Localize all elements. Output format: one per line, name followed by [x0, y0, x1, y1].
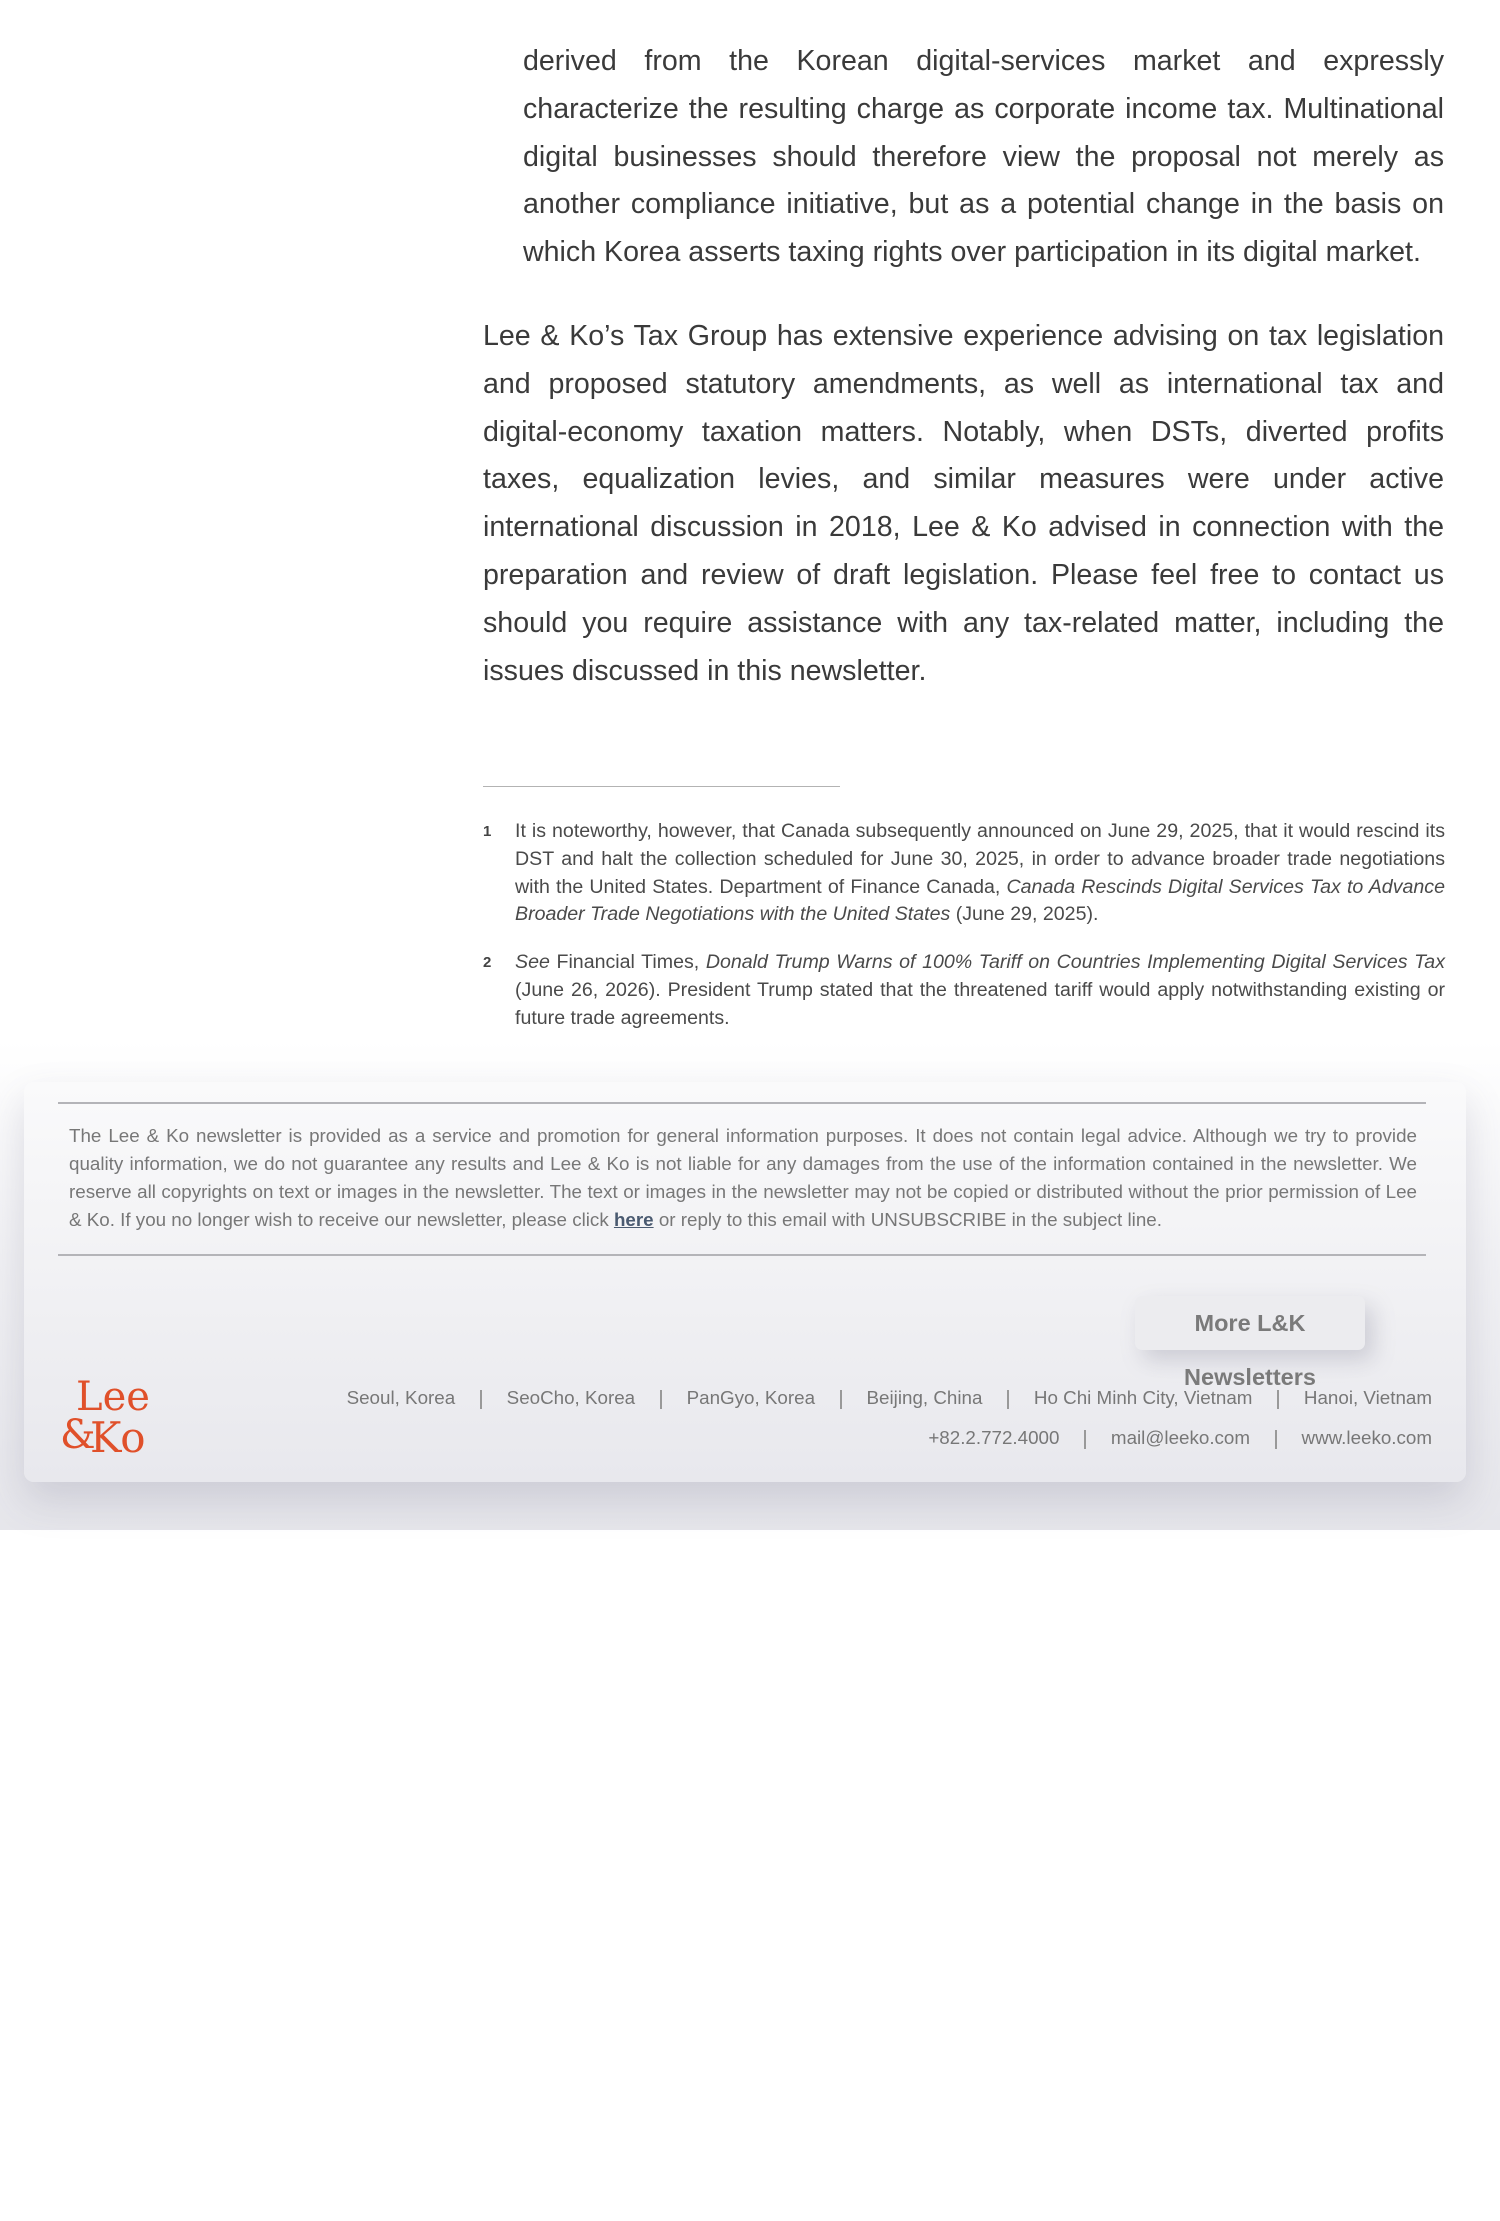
- office-hanoi: Hanoi, Vietnam: [1303, 1387, 1432, 1408]
- footer-bottom-divider: [58, 1254, 1426, 1256]
- unsubscribe-link[interactable]: here: [613, 1209, 654, 1230]
- footnote-title: Donald Trump Warns of 100% Tariff on Countries Implementing Digital Services Tax: [705, 951, 1445, 974]
- footnote-number: 2: [483, 954, 492, 972]
- separator: [1277, 1390, 1279, 1409]
- logo-ko: Ko: [90, 1413, 146, 1462]
- footnote-number: 1: [483, 823, 492, 840]
- separator: [660, 1390, 662, 1409]
- footnote-text: Financial Times,: [549, 951, 706, 974]
- footnotes: [483, 818, 1445, 1033]
- contact-info: [928, 1427, 1432, 1449]
- footnote-date: (June 29, 2025).: [950, 903, 1099, 926]
- disclaimer-after: or reply to this email with UNSUBSCRIBE in the subject line.: [653, 1209, 1162, 1230]
- closing-paragraph: Lee & Ko’s Tax Group has extensive experience advising on tax legislation and proposed statutory amendments, as well as international tax and digital-economy taxation matters. Notably, when DSTs, diverted profits taxes, equalization levies, and similar measures were under active international discussion in 2018, Lee & Ko advised in connection with the preparation and review of draft legislation. Please feel free to contact us should you require assistance with any tax-related matter, including the issues discussed in this newsletter.: [483, 319, 1444, 687]
- footnote-text: It is noteworthy, however, that Canada subsequently announced on June 29, 2025, that it would rescind its DST and halt the collection scheduled for June 30, 2025, in order to advance broader trade negotiations with the United States. Department of Finance Canada,: [515, 820, 1445, 898]
- phone-number[interactable]: +82.2.772.4000: [928, 1427, 1060, 1448]
- footnote-title: Canada Rescinds Digital Services Tax to Advance Broader Trade Negotiations with the United States: [515, 875, 1445, 926]
- office-beijing: Beijing, China: [866, 1387, 983, 1408]
- logo-ampersand: &: [60, 1412, 96, 1458]
- office-locations: [347, 1387, 1432, 1409]
- disclaimer-text: [69, 1122, 1417, 1234]
- footnote-divider: [483, 786, 840, 787]
- footnote-1: [483, 818, 1445, 929]
- footnote-text-after: (June 26, 2026). President Trump stated that the threatened tariff would apply notwithstanding existing or future trade agreements.: [515, 978, 1445, 1029]
- footer-top-divider: [58, 1102, 1426, 1104]
- separator: [1275, 1430, 1277, 1449]
- footnote-see: See: [515, 951, 550, 974]
- email-address[interactable]: mail@leeko.com: [1110, 1427, 1251, 1448]
- separator: [1007, 1390, 1009, 1409]
- lee-ko-logo[interactable]: [60, 1372, 170, 1462]
- office-seocho: SeoCho, Korea: [506, 1387, 636, 1408]
- office-pangyo: PanGyo, Korea: [686, 1387, 816, 1408]
- indented-quote: derived from the Korean digital-services market and expressly characterize the resulting charge as corporate income tax. Multinational digital businesses should therefore view the proposal not merely as another compliance initiative, but as a potential change in the basis on which Korea asserts taxing rights over participation in its digital market.: [523, 45, 1444, 269]
- separator: [480, 1390, 482, 1409]
- logo-lee: Lee: [76, 1374, 150, 1420]
- website-link[interactable]: www.leeko.com: [1301, 1427, 1432, 1448]
- more-newsletters-button[interactable]: More L&K Newsletters: [1135, 1296, 1365, 1350]
- article-body: [483, 38, 1444, 695]
- footer-card: [24, 1082, 1466, 1482]
- separator: [1084, 1430, 1086, 1449]
- office-seoul: Seoul, Korea: [346, 1387, 456, 1408]
- office-hcmc: Ho Chi Minh City, Vietnam: [1033, 1387, 1253, 1408]
- footnote-2: [483, 949, 1445, 1032]
- separator: [840, 1390, 842, 1409]
- disclaimer-before: The Lee & Ko newsletter is provided as a service and promotion for general information purposes. It does not contain legal advice. Although we try to provide quality information, we do not guarantee any results and Lee & Ko is not liable for any damages from the use of the information contained in the newsletter. We reserve all copyrights on text or images in the newsletter. The text or images in the newsletter may not be copied or distributed without the prior permission of Lee & Ko. If you no longer wish to receive our newsletter, please click: [69, 1125, 1417, 1230]
